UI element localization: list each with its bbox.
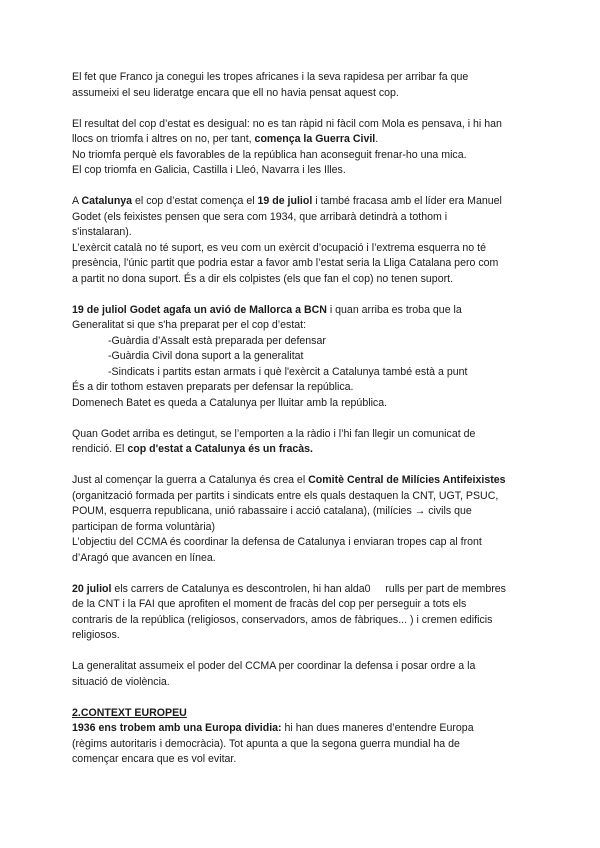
document-body (72, 70, 532, 783)
text-line: El resultat del cop d’estat es desigual: no es tan ràpid ni fàcil com Mola es pensava, i hi han (72, 117, 502, 130)
paragraph-franco-leadership (72, 70, 532, 101)
bold-text: Comitè Central de Milícies Antifeixistes (308, 474, 506, 486)
text-line: Domenech Batet es queda a Catalunya per lluitar amb la república. (72, 396, 388, 409)
text-line (72, 132, 532, 148)
paragraph-ccma (72, 473, 532, 566)
text-line: participan de forma voluntària) (72, 520, 216, 533)
bold-text: 20 juliol (72, 582, 112, 595)
text-line: d’Aragó que avancen en línea. (72, 551, 216, 564)
text-span: el cop d’estat comença el (132, 195, 258, 207)
text-line: L’exèrcit català no té suport, es veu com un exèrcit d’ocupació i l’extrema esquerra no té (72, 241, 486, 254)
text-line: contraris de la república (religiosos, conservadors, amos de fàbriques... ) i cremen edificis (72, 613, 493, 626)
paragraph-coup-result (72, 117, 532, 179)
text-line: No triomfa perquè els favorables de la república han aconseguit frenar-ho una mica. (72, 148, 467, 161)
bold-text: cop d'estat a Catalunya és un fracàs. (127, 443, 313, 455)
text-line (72, 442, 532, 458)
section-context-europeu (72, 706, 532, 768)
text-line: presència, l’únic partit que podria estar a favor amb l’estat seria la Lliga Catalana pero com (72, 257, 499, 269)
bold-text: Catalunya (81, 195, 133, 207)
bold-text: comença la Guerra Civil (254, 133, 376, 145)
text-line: La generalitat assumeix el poder del CCMA per coordinar la defensa i posar ordre a la (72, 660, 476, 672)
text-line: És a dir tothom estaven preparats per defensar la república. (72, 381, 354, 393)
text-line: religiosos. (72, 629, 120, 641)
text-span: Just al començar la guerra a Catalunya és crea el (72, 474, 309, 486)
text-line: s'instalaran). (72, 226, 132, 238)
text-span: i també fracasa amb el líder era Manuel (312, 195, 502, 207)
text-line: començar encara que es vol evitar. (72, 753, 237, 765)
text-line: situació de violència. (72, 675, 170, 688)
text-line: El cop triomfa en Galicia, Castilla i Lleó, Navarra i les Illes. (72, 164, 346, 176)
text-line: Quan Godet arriba es detingut, se l’emporten a la ràdio i l’hi fan llegir un comunicat de (72, 427, 476, 440)
text-line: assumeixi el seu lideratge encara que ell no havia pensat aquest cop. (72, 86, 399, 99)
bold-text: 19 de juliol (257, 195, 313, 207)
paragraph-generalitat-power (72, 659, 532, 690)
text-line: (règims autoritaris i democràcia). Tot apunta a que la segona guerra mundial ha de (72, 737, 460, 750)
list-item: -Sindicats i partits estan armats i què l'exèrcit a Catalunya també està a punt (108, 365, 468, 378)
text-line (72, 194, 532, 210)
text-line: Godet (els feixistes pensen que sera com 1934, que arribarà detindrà a tothom i (72, 210, 448, 223)
text-span: . (375, 133, 379, 145)
text-span: rendició. El (72, 443, 128, 455)
text-line: de la CNT i la FAI que aprofiten el moment de fracàs del cop per perseguir a tots els (72, 598, 467, 610)
text-line (72, 473, 532, 489)
text-line: (organització formada per partits i sindicats entre els quals destaquen la CNT, UGT, PSUC, (72, 489, 499, 502)
paragraph-catalunya-coup (72, 194, 532, 287)
section-heading: 2.CONTEXT EUROPEU (72, 706, 187, 719)
text-line: L’objectiu del CCMA és coordinar la defensa de Catalunya i enviaran tropes cap al front (72, 536, 482, 548)
paragraph-july-20 (72, 582, 532, 644)
text-span: A (72, 195, 82, 207)
text-line: a partit no dona suport. És a dir els colpistes (els que fan el cop) no tenen suport. (72, 272, 454, 285)
list-item: -Guàrdia d’Assalt està preparada per defensar (108, 334, 326, 347)
text-span: i quan arriba es troba que la (326, 303, 462, 316)
text-span: llocs on triomfa i altres on no, per tant, (72, 133, 255, 145)
paragraph-godet-arrival (72, 303, 532, 412)
text-line: Generalitat si que s'ha preparat per el cop d’estat: (72, 319, 307, 331)
text-line (72, 582, 532, 598)
bold-text: 19 de juliol Godet agafa un avió de Mallorca a BCN (72, 303, 327, 316)
text-line: POUM, esquerra republicana, unió rabassaire i acció catalana), (milícies → civils que (72, 505, 472, 517)
text-line (72, 303, 532, 319)
text-line: El fet que Franco ja conegui les tropes africanes i la seva rapidesa per arribar fa que (72, 71, 469, 83)
bold-text: 1936 ens trobem amb una Europa dividia: (72, 722, 282, 734)
text-span: hi han dues maneres d’entendre Europa (281, 722, 474, 734)
paragraph-godet-arrest (72, 427, 532, 458)
text-span: els carrers de Catalunya es descontrolen, hi han alda0 rulls per part de membres (111, 582, 506, 595)
text-line (72, 721, 532, 737)
list-item: -Guàrdia Civil dona suport a la generalitat (108, 350, 304, 362)
